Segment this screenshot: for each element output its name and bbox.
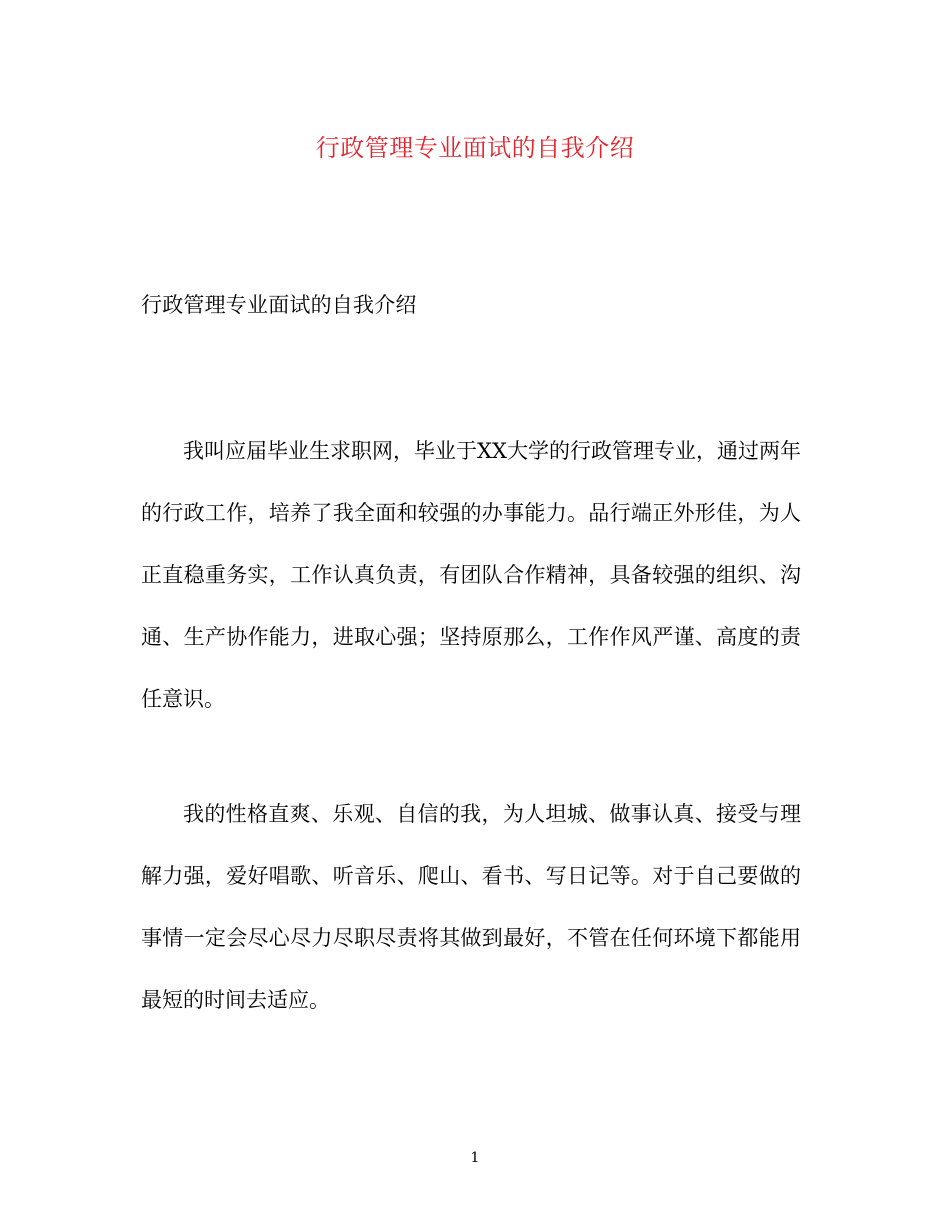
document-subtitle: 行政管理专业面试的自我介绍 [141,293,417,317]
document-title: 行政管理专业面试的自我介绍 [315,134,635,162]
paragraph-introduction: 我叫应届毕业生求职网，毕业于XX大学的行政管理专业，通过两年的行政工作，培养了我全面和较强的办事能力。品行端正外形佳，为人正直稳重务实，工作认真负责，有团队合作精神，具备较强的组织、沟通、生产协作能力，进取心强；坚持原那么，工作作风严谨、高度的责任意识。 [141,439,801,711]
page-number: 1 [470,1150,480,1166]
paragraph-personality: 我的性格直爽、乐观、自信的我，为人坦城、做事认真、接受与理解力强，爱好唱歌、听音乐、爬山、看书、写日记等。对于自己要做的事情一定会尽心尽力尽职尽责将其做到最好，不管在任何环境下都能用最短的时间去适应。 [141,802,801,1012]
